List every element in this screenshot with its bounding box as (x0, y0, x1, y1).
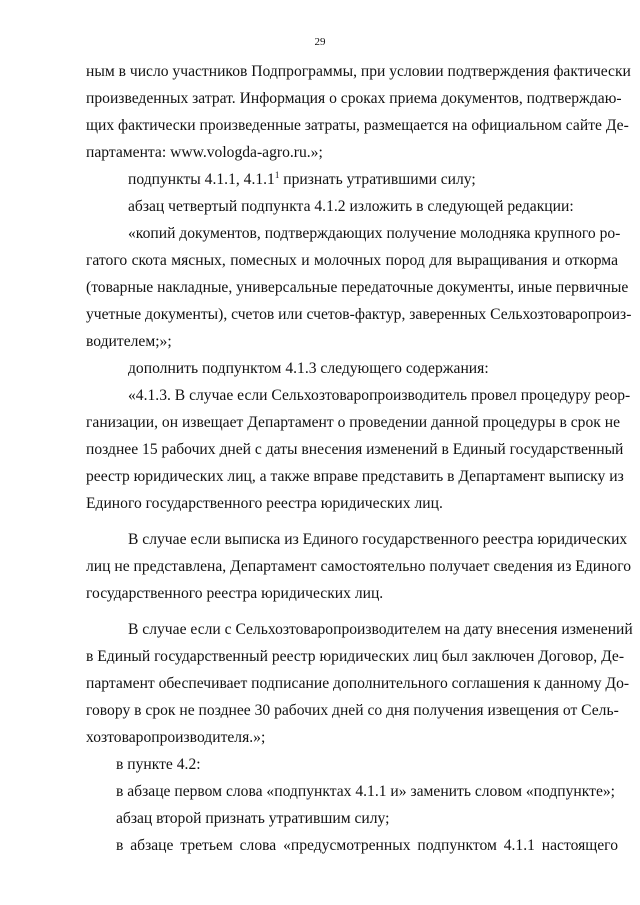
text-line: в абзаце первом слова «подпунктах 4.1.1 и» заменить словом «подпункте»; (116, 783, 616, 800)
superscript: 1 (274, 170, 280, 180)
text-line: «копий документов, подтверждающих получение молодняка крупного ро- (128, 225, 621, 242)
text-line: Единого государственного реестра юридических лиц. (86, 495, 443, 512)
text-line: партамент обеспечивает подписание дополнительного соглашения к данному До- (86, 675, 630, 692)
document-body (86, 58, 633, 859)
text-line: лиц не представлена, Департамент самостоятельно получает сведения из Единого (86, 558, 632, 575)
text-line: щих фактически произведенные затраты, размещается на официальном сайте Де- (86, 117, 629, 134)
text-line: реестр юридических лиц, а также вправе представить в Департамент выписку из (86, 468, 624, 485)
text-line: ганизации, он извещает Департамент о проведении данной процедуры в срок не (86, 414, 621, 431)
text-line: абзац четвертый подпункта 4.1.2 изложить в следующей редакции: (128, 198, 574, 215)
text-line: гатого скота мясных, помесных и молочных пород для выращивания и откорма (86, 252, 618, 269)
text-line: говору в срок не позднее 30 рабочих дней со дня получения извещения от Сель- (86, 702, 619, 719)
text-fragment: подпункты 4.1.1, 4.1.1 (128, 171, 275, 188)
text-line (86, 166, 618, 193)
text-line: государственного реестра юридических лиц. (86, 585, 384, 602)
text-line: хозтоваропроизводителя.»; (86, 729, 266, 746)
page-number: 29 (314, 36, 326, 48)
text-line: дополнить подпунктом 4.1.3 следующего содержания: (128, 360, 489, 377)
text-line: В случае если выписка из Единого государственного реестра юридических (128, 531, 628, 548)
text-line: учетные документы), счетов или счетов-фактур, заверенных Сельхозтоваропроиз- (86, 306, 632, 323)
text-line: «4.1.3. В случае если Сельхозтоваропроизводитель провел процедуру реор- (128, 387, 631, 404)
text-line: в Единый государственный реестр юридических лиц был заключен Договор, Де- (86, 648, 625, 665)
text-fragment: признать утратившими силу; (279, 171, 476, 188)
text-line: водителем;»; (86, 333, 172, 350)
text-line: партамента: www.vologda-agro.ru.»; (86, 144, 323, 161)
text-line: в пункте 4.2: (116, 756, 201, 773)
text-line: В случае если с Сельхозтоваропроизводителем на дату внесения изменений (128, 621, 633, 638)
text-line: позднее 15 рабочих дней с даты внесения изменений в Единый государственный (86, 441, 624, 458)
text-line: абзац второй признать утратившим силу; (116, 810, 390, 827)
text-line: в абзаце третьем слова «предусмотренных подпунктом 4.1.1 настоящего (116, 837, 618, 854)
text-line: (товарные накладные, универсальные передаточные документы, иные первичные (86, 279, 629, 296)
text-line: ным в число участников Подпрограммы, при условии подтверждения фактически (86, 63, 631, 80)
text-line: произведенных затрат. Информация о сроках приема документов, подтверждаю- (86, 90, 622, 107)
